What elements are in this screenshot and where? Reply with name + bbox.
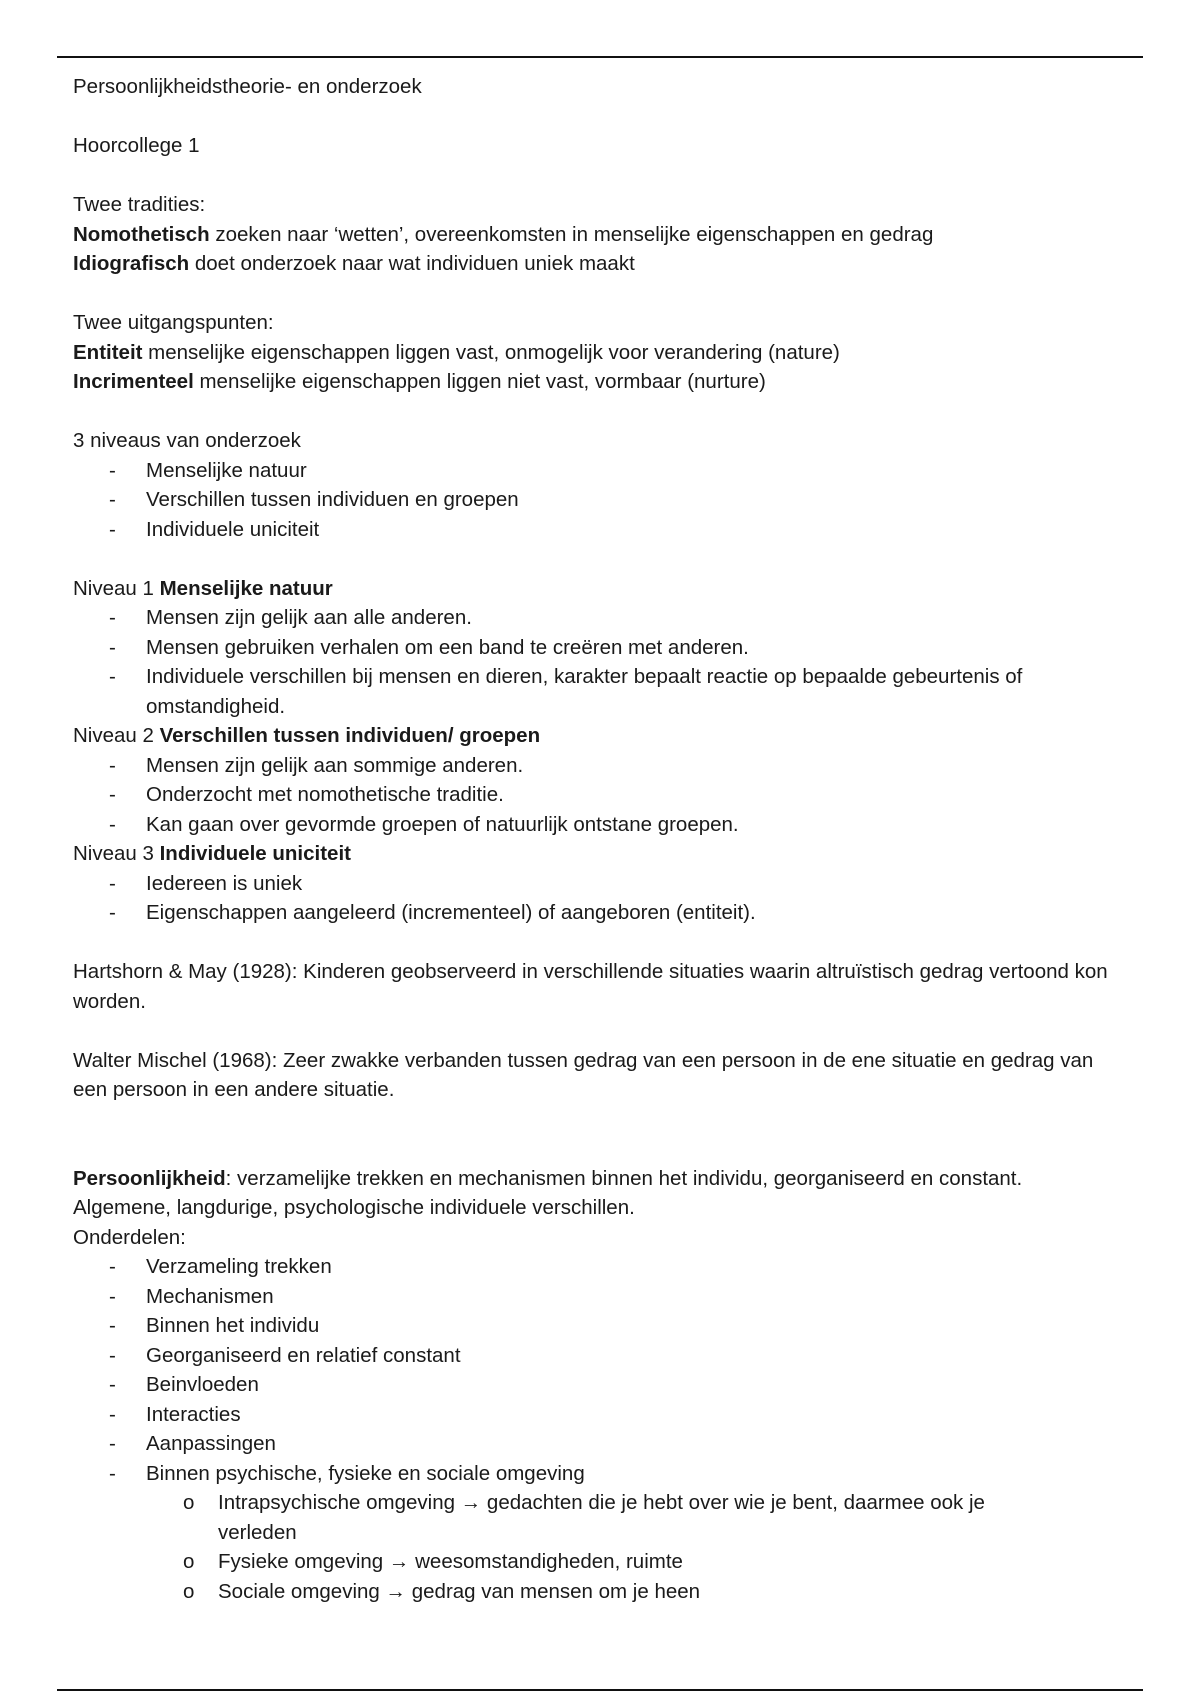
definition: doet onderzoek naar wat individuen uniek maakt	[189, 252, 635, 275]
list-item-text: Individuele verschillen bij mensen en dieren, karakter bepaalt reactie op bepaalde gebeurtenis of omstandigheid.	[146, 665, 1023, 718]
sub-text: gedrag van mensen om je heen	[411, 1579, 701, 1603]
list-item	[73, 1282, 1133, 1312]
definition: : verzamelijke trekken en mechanismen binnen het individu, georganiseerd en constant.	[225, 1166, 1023, 1190]
hartshorn-paragraph: Hartshorn & May (1928): Kinderen geobserveerd in verschillende situaties waarin altruïstisch gedrag vertoond kon worden.	[73, 960, 1108, 1013]
dash-bullet: -	[109, 783, 116, 806]
niveau3-list	[73, 869, 1133, 928]
definition: zoeken naar ‘wetten’, overeenkomsten in menselijke eigenschappen en gedrag	[209, 222, 934, 246]
sublist-item	[73, 1577, 1133, 1607]
niveau-prefix: Niveau 3	[73, 842, 160, 865]
list-item	[73, 751, 1133, 781]
arrow-icon: →	[460, 1491, 482, 1514]
niveau1-list	[73, 603, 1133, 721]
page-title: Persoonlijkheidstheorie- en onderzoek	[73, 75, 422, 98]
list-item	[73, 1311, 1133, 1341]
sub-label: Intrapsychische omgeving	[218, 1491, 456, 1514]
mischel-paragraph: Walter Mischel (1968): Zeer zwakke verbanden tussen gedrag van een persoon in de ene situatie en gedrag van een persoon in een andere situatie.	[73, 1048, 1094, 1101]
dash-bullet: -	[109, 517, 116, 541]
list-item-text: Binnen het individu	[146, 1314, 320, 1337]
niveau-prefix: Niveau 2	[73, 724, 160, 747]
list-item-text: Mensen gebruiken verhalen om een band te creëren met anderen.	[146, 635, 749, 659]
onderdelen-label: Onderdelen:	[73, 1225, 186, 1249]
bottom-rule	[57, 1689, 1143, 1691]
circle-bullet: o	[183, 1550, 195, 1573]
tradities-heading: Twee tradities:	[73, 193, 206, 216]
uitgangspunten-heading: Twee uitgangspunten:	[73, 311, 274, 334]
list-item	[73, 603, 1133, 633]
list-item-text: Aanpassingen	[146, 1432, 276, 1455]
circle-bullet: o	[183, 1579, 195, 1603]
dash-bullet: -	[109, 1284, 116, 1308]
tradities-item	[73, 220, 1133, 250]
persoonlijkheid-line2: Algemene, langdurige, psychologische individuele verschillen.	[73, 1196, 635, 1219]
persoonlijkheid-definition	[73, 1164, 1133, 1194]
top-rule	[57, 56, 1143, 58]
list-item-text: Menselijke natuur	[146, 458, 307, 482]
arrow-icon: →	[388, 1550, 410, 1573]
dash-bullet: -	[109, 1255, 116, 1278]
dash-bullet: -	[109, 1343, 116, 1367]
list-item-text: Iedereen is uniek	[146, 871, 303, 895]
dash-bullet: -	[109, 665, 116, 688]
list-item-text: Beinvloeden	[146, 1373, 259, 1396]
list-item-text: Verschillen tussen individuen en groepen	[146, 488, 519, 511]
sub-text: gedachten die je hebt over wie je bent, daarmee ook je verleden	[218, 1491, 985, 1544]
niveaus-list	[73, 456, 1133, 545]
definition: menselijke eigenschappen liggen vast, onmogelijk voor verandering (nature)	[142, 340, 840, 364]
list-item	[73, 1370, 1133, 1400]
niveaus-heading: 3 niveaus van onderzoek	[73, 429, 301, 452]
arrow-icon: →	[385, 1579, 407, 1603]
omgeving-sublist	[73, 1488, 1133, 1606]
list-item	[73, 1341, 1133, 1371]
sub-label: Fysieke omgeving	[218, 1550, 384, 1573]
dash-bullet: -	[109, 1432, 116, 1455]
dash-bullet: -	[109, 812, 116, 836]
uitgangspunten-item	[73, 338, 1133, 368]
dash-bullet: -	[109, 753, 116, 777]
niveau-prefix: Niveau 1	[73, 576, 160, 600]
list-item	[73, 898, 1133, 928]
uitgangspunten-item	[73, 367, 1133, 397]
document-body	[73, 72, 1133, 1606]
tradities-item	[73, 249, 1133, 279]
niveau-title: Individuele uniciteit	[159, 842, 351, 865]
list-item	[73, 515, 1133, 545]
list-item	[73, 1252, 1133, 1282]
list-item	[73, 780, 1133, 810]
sublist-item	[73, 1488, 1133, 1547]
circle-bullet: o	[183, 1491, 195, 1514]
sub-label: Sociale omgeving	[218, 1579, 380, 1603]
dash-bullet: -	[109, 1461, 116, 1485]
list-item	[73, 1459, 1133, 1489]
term: Idiografisch	[73, 252, 190, 275]
term: Persoonlijkheid	[73, 1166, 226, 1190]
dash-bullet: -	[109, 1314, 116, 1337]
niveau2-list	[73, 751, 1133, 840]
list-item	[73, 662, 1133, 721]
niveau1-heading	[73, 574, 1133, 604]
list-item	[73, 456, 1133, 486]
dash-bullet: -	[109, 1373, 116, 1396]
dash-bullet: -	[109, 635, 116, 659]
onderdelen-list	[73, 1252, 1133, 1488]
list-item	[73, 1429, 1133, 1459]
term: Incrimenteel	[73, 370, 194, 393]
list-item-text: Eigenschappen aangeleerd (incrementeel) of aangeboren (entiteit).	[146, 901, 756, 924]
dash-bullet: -	[109, 901, 116, 924]
list-item-text: Onderzocht met nomothetische traditie.	[146, 783, 504, 806]
dash-bullet: -	[109, 606, 116, 629]
niveau-title: Verschillen tussen individuen/ groepen	[159, 724, 541, 747]
dash-bullet: -	[109, 488, 116, 511]
sub-text: weesomstandigheden, ruimte	[415, 1550, 683, 1573]
dash-bullet: -	[109, 871, 116, 895]
list-item	[73, 633, 1133, 663]
definition: menselijke eigenschappen liggen niet vast, vormbaar (nurture)	[193, 370, 766, 393]
niveau-title: Menselijke natuur	[159, 576, 333, 600]
list-item-text: Mechanismen	[146, 1284, 274, 1308]
list-item-text: Mensen zijn gelijk aan sommige anderen.	[146, 753, 524, 777]
niveau2-heading	[73, 721, 1133, 751]
lecture-label: Hoorcollege 1	[73, 134, 200, 157]
list-item-text: Individuele uniciteit	[146, 517, 320, 541]
list-item-text: Interacties	[146, 1402, 241, 1426]
niveau3-heading	[73, 839, 1133, 869]
list-item-text: Binnen psychische, fysieke en sociale omgeving	[146, 1461, 585, 1485]
list-item-text: Verzameling trekken	[146, 1255, 332, 1278]
list-item	[73, 869, 1133, 899]
list-item	[73, 485, 1133, 515]
term: Nomothetisch	[73, 222, 210, 246]
list-item	[73, 810, 1133, 840]
list-item-text: Mensen zijn gelijk aan alle anderen.	[146, 606, 472, 629]
list-item-text: Kan gaan over gevormde groepen of natuurlijk ontstane groepen.	[146, 812, 739, 836]
dash-bullet: -	[109, 458, 116, 482]
term: Entiteit	[73, 340, 143, 364]
dash-bullet: -	[109, 1402, 116, 1426]
sublist-item	[73, 1547, 1133, 1577]
list-item	[73, 1400, 1133, 1430]
list-item-text: Georganiseerd en relatief constant	[146, 1343, 461, 1367]
